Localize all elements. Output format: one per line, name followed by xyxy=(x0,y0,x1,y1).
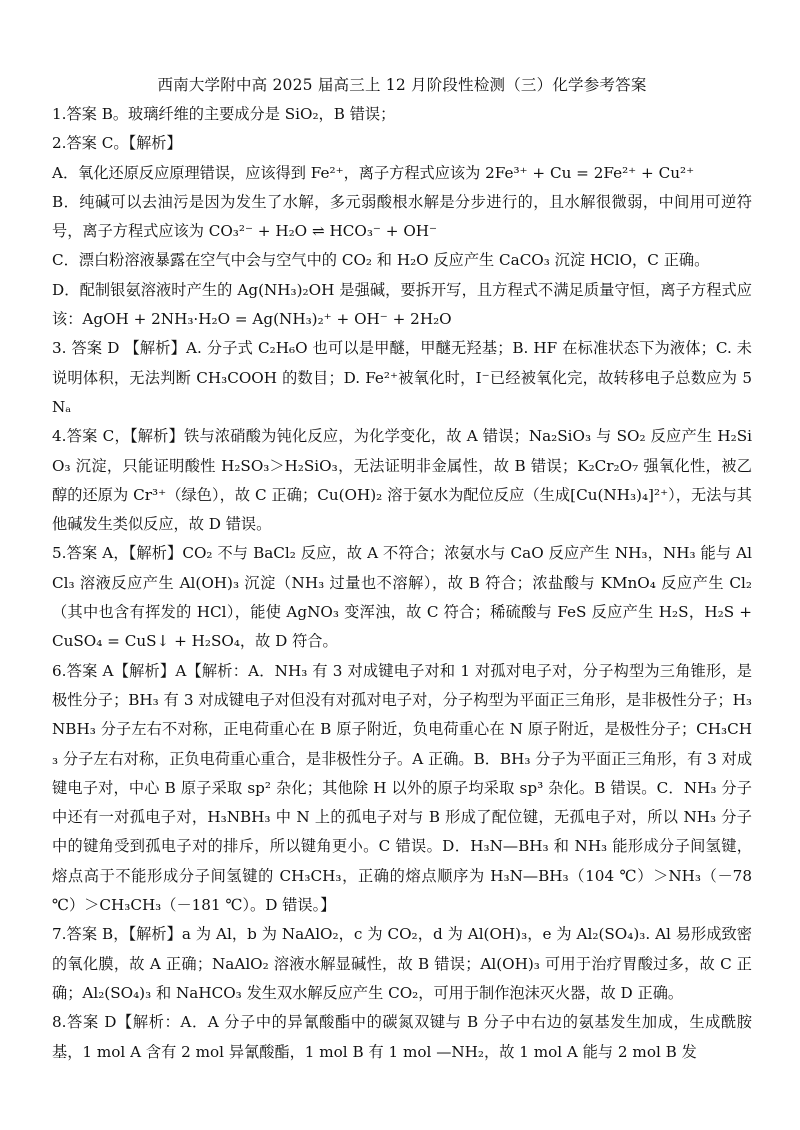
answer-2-option-a: A．氧化还原反应原理错误，应该得到 Fe²⁺，离子方程式应该为 2Fe³⁺ + Cu = 2Fe²⁺ + Cu²⁺ xyxy=(52,163,695,182)
answer-1: 1.答案 B。玻璃纤维的主要成分是 SiO₂，B 错误； xyxy=(52,105,396,123)
answer-2-option-c: C．漂白粉溶液暴露在空气中会与空气中的 CO₂ 和 H₂O 反应产生 CaCO₃ 沉淀 HClO，C 正确。 xyxy=(52,251,710,270)
answer-2-option-d: D．配制银氨溶液时产生的 Ag(NH₃)₂OH 是强碱，要拆开写，且方程式不满足质量守恒，离子方程式应该：AgOH + 2NH₃·H₂O = Ag(NH₃)₂⁺ + OH⁻ + 2H₂O xyxy=(52,280,752,329)
answer-page xyxy=(52,70,752,1067)
answer-2-heading: 2.答案 C。【解析】 xyxy=(52,134,182,153)
answer-6: 6.答案 A【解析】A【解析：A．NH₃ 有 3 对成键电子对和 1 对孤对电子对，分子构型为三角锥形，是极性分子；BH₃ 有 3 对成键电子对但没有对孤对电子对，分子构型为平面正三角形，是非极性分子；H₃NBH₃ 分子左右不对称，正电荷重心在 B 原子附近，负电荷重心在 N 原子附近，是极性分子；CH₃CH₃ 分子左右对称，正负电荷重心重合，是非极性分子。A 正确。B．BH₃ 分子为平面正三角形，有 3 对成键电子对，中心 B 原子采取 sp² 杂化；其他除 H 以外的原子均采取 sp³ 杂化。B 错误。C．NH₃ 分子中还有一对孤电子对，H₃NBH₃ 中 N 上的孤电子对与 B 形成了配位键，无孤电子对，所以 NH₃ 分子中的键角受到孤电子对的排斥，所以键角更小。C 错误。D．H₃N—BH₃ 和 NH₃ 能形成分子间氢键，熔点高于不能形成分子间氢键的 CH₃CH₃，正确的熔点顺序为 H₃N—BH₃（104 ℃）＞NH₃（－78 ℃）＞CH₃CH₃（－181 ℃）。D 错误。】 xyxy=(52,661,753,915)
answer-2-option-b: B．纯碱可以去油污是因为发生了水解，多元弱酸根水解是分步进行的，且水解很微弱，中间用可逆符号，离子方程式应该为 CO₃²⁻ + H₂O ⇌ HCO₃⁻ + OH⁻ xyxy=(52,192,752,241)
answer-7: 7.答案 B，【解析】a 为 Al，b 为 NaAlO₂，c 为 CO₂，d 为 Al(OH)₃，e 为 Al₂(SO₄)₃. Al 易形成致密的氧化膜，故 A 正确；NaAlO₂ 溶液水解显碱性，故 B 错误；Al(OH)₃ 可用于治疗胃酸过多，故 C 正确；Al₂(SO₄)₃ 和 NaHCO₃ 发生双水解反应产生 CO₂，可用于制作泡沫灭火器，故 D 正确。 xyxy=(52,925,752,1002)
answer-4: 4.答案 C，【解析】铁与浓硝酸为钝化反应，为化学变化，故 A 错误；Na₂SiO₃ 与 SO₂ 反应产生 H₂SiO₃ 沉淀，只能证明酸性 H₂SO₃＞H₂SiO₃，无法证明非金属性，故 B 错误；K₂Cr₂O₇ 强氧化性，被乙醇的还原为 Cr³⁺（绿色），故 C 正确；Cu(OH)₂ 溶于氨水为配位反应（生成[Cu(NH₃)₄]²⁺），无法与其他碱发生类似反应，故 D 错误。 xyxy=(52,427,752,534)
answer-3: 3. 答案 D 【解析】A. 分子式 C₂H₆O 也可以是甲醚，甲醚无羟基；B. HF 在标准状态下为液体；C. 未说明体积，无法判断 CH₃COOH 的数目；D. Fe²⁺被氧化时，I⁻已经被氧化完，故转移电子总数应为 5Nₐ xyxy=(52,339,752,416)
answer-5: 5.答案 A，【解析】CO₂ 不与 BaCl₂ 反应，故 A 不符合；浓氨水与 CaO 反应产生 NH₃，NH₃ 能与 AlCl₃ 溶液反应产生 Al(OH)₃ 沉淀（NH₃ 过量也不溶解），故 B 符合；浓盐酸与 KMnO₄ 反应产生 Cl₂（其中也含有挥发的 HCl），能使 AgNO₃ 变浑浊，故 C 符合；稀硫酸与 FeS 反应产生 H₂S，H₂S + CuSO₄ = CuS↓ + H₂SO₄，故 D 符合。 xyxy=(52,544,752,651)
page-title: 西南大学附中高 2025 届高三上 12 月阶段性检测（三）化学参考答案 xyxy=(157,76,647,94)
answer-8: 8.答案 D【解析：A．A 分子中的异氰酸酯中的碳氮双键与 B 分子中右边的氨基发生加成，生成酰胺基，1 mol A 含有 2 mol 异氰酸酯，1 mol B 有 1 mol —NH₂，故 1 mol A 能与 2 mol B 发 xyxy=(52,1013,752,1061)
